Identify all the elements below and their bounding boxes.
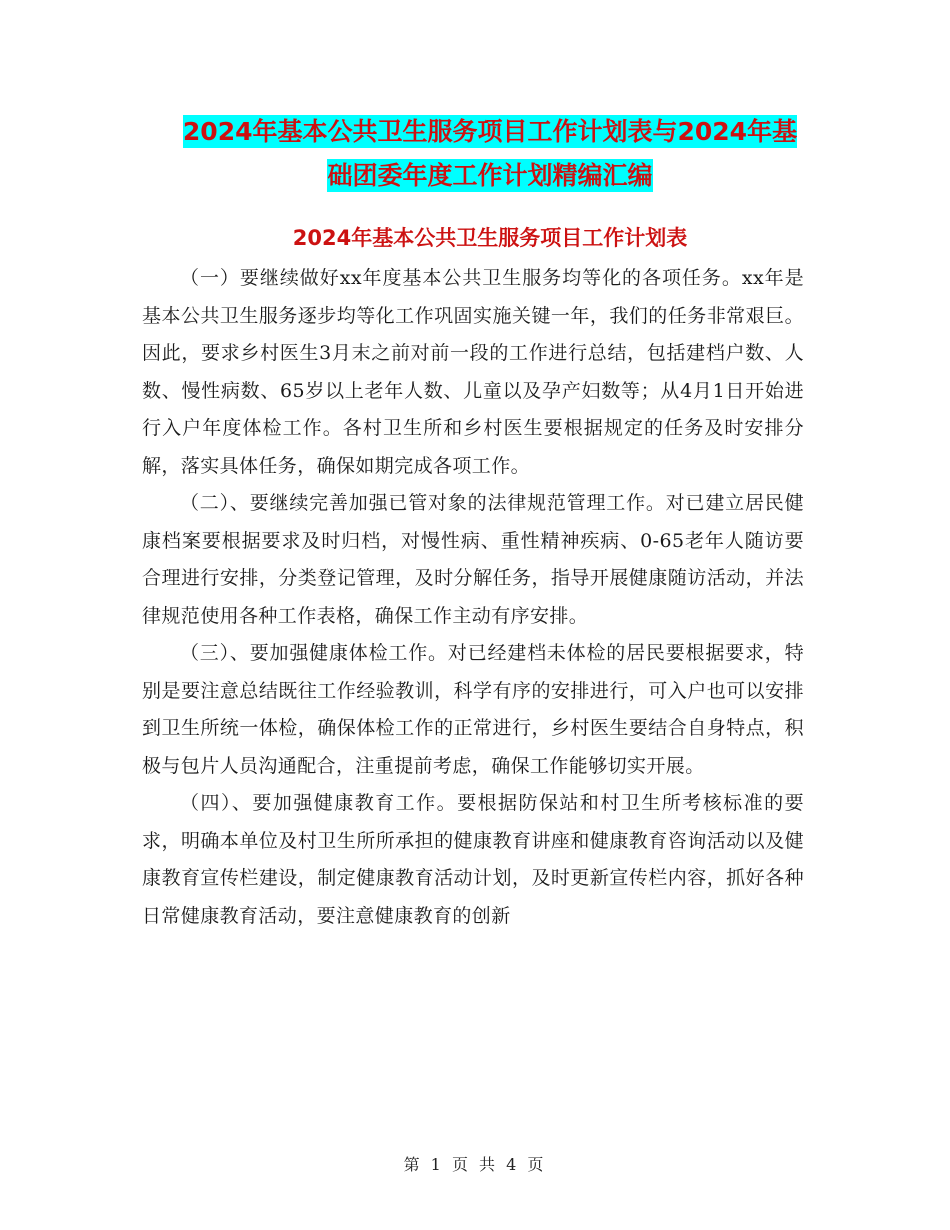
paragraph-3: （三）、要加强健康体检工作。对已经建档未体检的居民要根据要求，特别是要注意总结既往工作经验教训，科学有序的安排进行，可入户也可以安排到卫生所统一体检，确保体检工作的正常进行，乡村医生要结合自身特点，积极与包片人员沟通配合，注重提前考虑，确保工作能够切实开展。: [142, 642, 804, 777]
document-title-line-1: 2024年基本公共卫生服务项目工作计划表与2024年基: [182, 117, 798, 146]
paragraph-2: （二）、要继续完善加强已管对象的法律规范管理工作。对已建立居民健康档案要根据要求及时归档，对慢性病、重性精神疾病、0-65老年人随访要合理进行安排，分类登记管理，及时分解任务，指导开展健康随访活动，并法律规范使用各种工作表格，确保工作主动有序安排。: [142, 492, 804, 627]
paragraph-4: （四）、要加强健康教育工作。要根据防保站和村卫生所考核标准的要求，明确本单位及村卫生所所承担的健康教育讲座和健康教育咨询活动以及健康教育宣传栏建设，制定健康教育活动计划，及时更新宣传栏内容，抓好各种日常健康教育活动，要注意健康教育的创新: [142, 792, 804, 927]
section-heading: 2024年基本公共卫生服务项目工作计划表: [292, 226, 688, 250]
page-footer: 第 1 页 共 4 页: [403, 1155, 547, 1174]
document-title-line-2: 础团委年度工作计划精编汇编: [327, 161, 653, 190]
document-title: [140, 110, 840, 198]
document-body: [142, 260, 804, 935]
paragraph-1: （一）要继续做好xx年度基本公共卫生服务均等化的各项任务。xx年是基本公共卫生服务逐步均等化工作巩固实施关键一年，我们的任务非常艰巨。因此，要求乡村医生3月末之前对前一段的工作进行总结，包括建档户数、人数、慢性病数、65岁以上老年人数、儿童以及孕产妇数等；从4月1日开始进行入户年度体检工作。各村卫生所和乡村医生要根据规定的任务及时安排分解，落实具体任务，确保如期完成各项工作。: [142, 267, 804, 477]
